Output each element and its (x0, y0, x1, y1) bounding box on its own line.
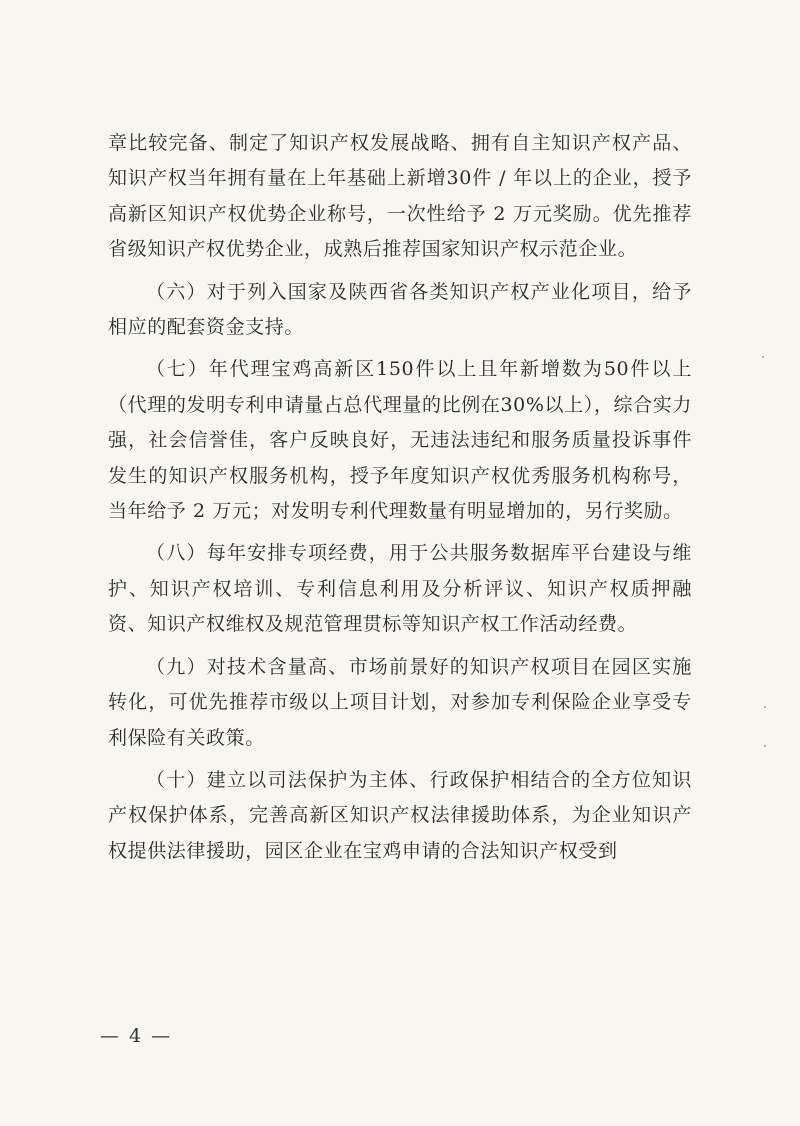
body-text (108, 126, 692, 876)
scan-speck (764, 745, 766, 747)
paragraph-item-9: （九）对技术含量高、市场前景好的知识产权项目在园区实施转化，可优先推荐市级以上项目计划，对参加专利保险企业享受专利保险有关政策。 (108, 655, 692, 749)
page-number: — 4 — (100, 1025, 173, 1047)
paragraph-item-6: （六）对于列入国家及陕西省各类知识产权产业化项目，给予相应的配套资金支持。 (108, 280, 692, 339)
scan-speck (764, 706, 766, 708)
paragraph-item-10: （十）建立以司法保护为主体、行政保护相结合的全方位知识产权保护体系，完善高新区知识产权法律援助体系，为企业知识产权提供法律援助，园区企业在宝鸡申请的合法知识产权受到 (108, 768, 692, 862)
paragraph-item-7: （七）年代理宝鸡高新区150件以上且年新增数为50件以上（代理的发明专利申请量占总代理量的比例在30%以上），综合实力强，社会信誉佳，客户反映良好，无违法违纪和服务质量投诉事件发生的知识产权服务机构，授予年度知识产权优秀服务机构称号，当年给予 2 万元；对发明专利代理数量有明显增加的，另行奖励。 (108, 358, 692, 523)
paragraph-continuation: 章比较完备、制定了知识产权发展战略、拥有自主知识产权产品、知识产权当年拥有量在上年基础上新增30件 / 年以上的企业，授予高新区知识产权优势企业称号，一次性给予 2 万元奖励。优先推荐省级知识产权优势企业，成熟后推荐国家知识产权示范企业。 (108, 132, 692, 261)
scan-speck (762, 356, 764, 358)
paragraph-item-8: （八）每年安排专项经费，用于公共服务数据库平台建设与维护、知识产权培训、专利信息利用及分析评议、知识产权质押融资、知识产权维权及规范管理贯标等知识产权工作活动经费。 (108, 542, 692, 636)
